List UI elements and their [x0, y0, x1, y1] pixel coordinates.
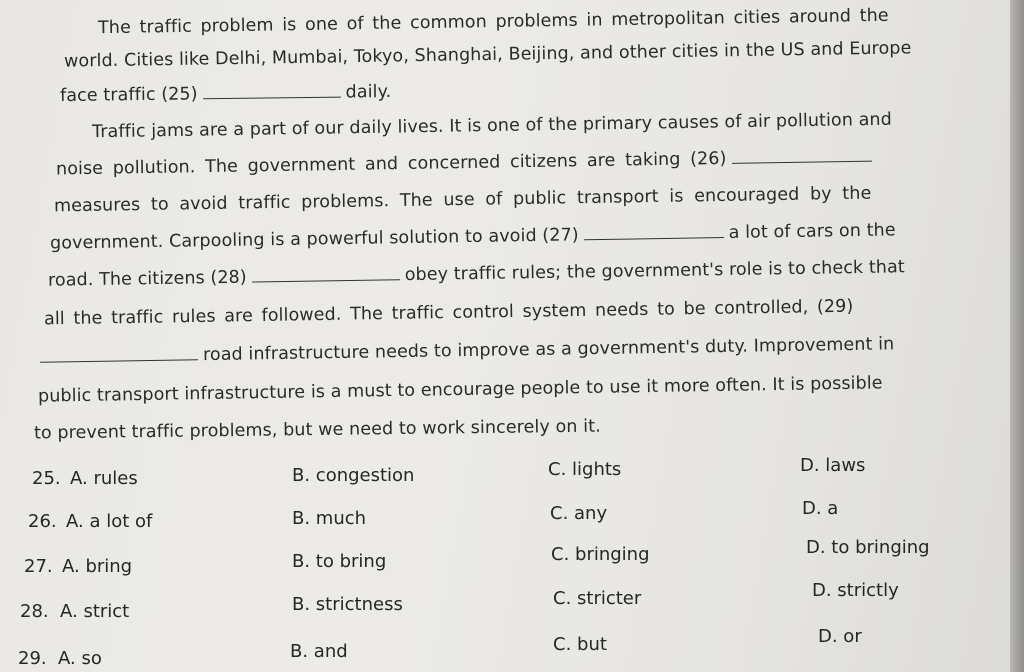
blank-27 — [584, 223, 724, 240]
option-b: B. congestion — [292, 465, 415, 486]
passage-text: daily. — [345, 81, 392, 103]
passage-text: Traffic jams are a part of our daily lives. It is one of the primary causes of air pollution and — [91, 109, 893, 143]
question-number: 26. — [28, 511, 57, 532]
option-c: C. bringing — [551, 544, 650, 565]
passage-text: a lot of cars on the — [728, 220, 896, 243]
option-c: C. any — [550, 503, 608, 524]
passage-line-11 — [38, 373, 883, 406]
option-d: D. a — [802, 498, 839, 519]
option-c: C. stricter — [553, 588, 642, 609]
option-b: B. much — [292, 508, 367, 529]
passage-line-6 — [54, 184, 872, 217]
passage-line-7 — [50, 220, 896, 253]
passage-line-9 — [44, 297, 854, 330]
option-d: D. laws — [800, 455, 866, 476]
option-a: A. rules — [70, 468, 138, 489]
option-b: B. and — [290, 641, 348, 662]
passage-text: face traffic (25) — [59, 84, 198, 107]
question-number: 29. — [18, 648, 47, 669]
option-b: B. strictness — [292, 594, 403, 615]
option-c: C. lights — [548, 459, 622, 480]
passage-line-1 — [98, 6, 889, 38]
blank-25 — [202, 83, 340, 100]
page-edge-shadow — [1010, 0, 1024, 672]
question-number: 25. — [32, 468, 61, 489]
passage-line-3 — [60, 82, 391, 106]
blank-26 — [731, 147, 871, 164]
passage-text: road. The citizens (28) — [47, 267, 247, 291]
passage-line-8 — [48, 257, 905, 290]
blank-29 — [40, 345, 198, 362]
passage-text: all the traffic rules are followed. The traffic control system needs to be controlled, (29) — [43, 296, 854, 330]
passage-text: The traffic problem is one of the common problems in metropolitan cities around the — [97, 5, 889, 39]
option-a: A. so — [58, 648, 102, 669]
option-a: A. strict — [60, 601, 130, 622]
option-a: A. a lot of — [66, 511, 153, 532]
option-d: D. or — [818, 626, 862, 647]
passage-line-4 — [92, 110, 892, 143]
option-c: C. but — [553, 634, 607, 655]
passage-text: road infrastructure needs to improve as a government's duty. Improvement in — [202, 334, 895, 366]
passage-line-2 — [64, 38, 912, 71]
passage-line-10 — [40, 334, 895, 367]
passage-text: obey traffic rules; the government's role is to check that — [404, 257, 905, 286]
passage-text: public transport infrastructure is a must to encourage people to use it more often. It is possible — [37, 373, 883, 407]
passage-text: measures to avoid traffic problems. The use of public transport is encouraged by the — [53, 183, 872, 217]
passage-line-12 — [34, 417, 601, 444]
question-number: 27. — [24, 556, 53, 577]
passage-text: to prevent traffic problems, but we need to work sincerely on it. — [33, 416, 601, 444]
passage-text: world. Cities like Delhi, Mumbai, Tokyo, Shanghai, Beijing, and other cities in the US and Europe — [63, 38, 912, 72]
passage-text: government. Carpooling is a powerful solution to avoid (27) — [49, 225, 579, 254]
blank-28 — [252, 265, 400, 282]
option-b: B. to bring — [292, 551, 387, 572]
option-a: A. bring — [62, 556, 133, 577]
passage-text: noise pollution. The government and concerned citizens are taking (26) — [55, 148, 727, 180]
passage-line-5 — [56, 147, 877, 180]
option-d: D. strictly — [812, 580, 899, 601]
question-number: 28. — [20, 601, 49, 622]
option-d: D. to bringing — [806, 537, 930, 558]
